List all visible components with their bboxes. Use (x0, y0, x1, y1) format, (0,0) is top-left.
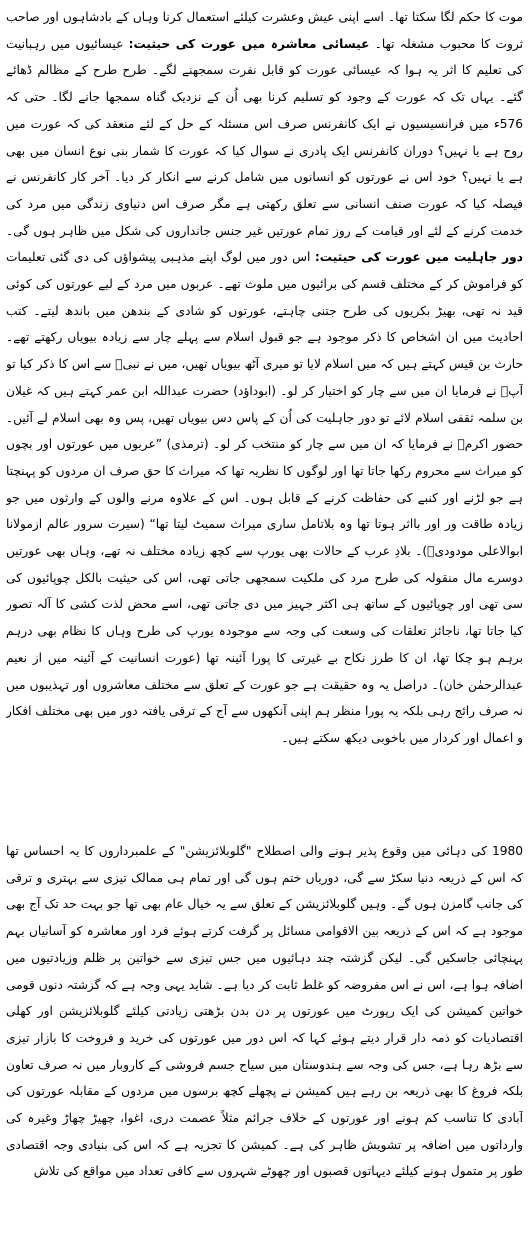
paragraph-text: 1980 کی دہائی میں وقوع پذیر ہونے والی اصطلاح "گلوبلائزیشن" کے علمبرداروں کا یہ احساس تھا کہ اس کے ذریعہ دنیا سکڑ سے گی، دوریاں ختم ہوں گی اور تمام ہی ممالک تیزی سے بہتری و ترقی کی جانب گامزن ہوں گے۔ وہیں گلوبلائزیشن کے تعلق سے یہ خیال عام بھی تھا جو بہت حد تک آج بھی موجود ہے کہ اس کے ذریعہ بین الاقوامی مسائل پر گرفت کرتے ہوئے فرد اور معاشرہ کو آسانیاں بہم پہنچائی جاسکیں گی۔ لیکن گزشتہ چند دہائیوں میں جس تیزی سے خواتین پر ظلم وزیادتیوں میں اضافہ ہوا ہے، اس نے اس مفروضہ کو غلط ثابت کر دیا ہے۔ شاید یہی وجہ ہے کہ گزشتہ دنوں قومی خواتین کمیشن کی ایک رپورٹ میں عورتوں پر دن بدن بڑھتی زیادتی کیلئے گلوبلائزیشن اور کھلی اقتصادیات کو ذمہ دار قرار دیتے ہوئے کہا کہ اس دور میں عورتوں کی خرید و فروخت کا بازار تیزی سے بڑھ رہا ہے، جس کی وجہ سے ہندوستان میں سیاح جسم فروشی کے کاروبار میں نہ صرف تعاون بلکہ فروغ کا بھی ذریعہ بن رہے ہیں کمیشن نے پچھلے کچھ برسوں میں مردوں کے مقابلہ عورتوں کی آبادی کا تناسب کم ہونے اور عورتوں کے خلاف جرائم مثلاً عصمت دری، اغوا، چھیڑ چھاڑ وغیرہ کی وارداتوں میں اضافہ پر تشویش ظاہر کی ہے۔ کمیشن کا تجزیہ ہے کہ اس کی بنیادی وجہ اقتصادی طور پر متمول ہونے کیلئے دیہاتوں قصبوں اور چھوٹے شہروں سے کافی تعداد میں مواقع کی تلاش (6, 844, 523, 1179)
paragraph-text: موت کا حکم لگا سکتا تھا۔ اسے اپنی عیش وعشرت کیلئے استعمال کرنا وہاں کے بادشاہوں اور صاحب ثروت کا محبوب مشغلہ تھا۔ (6, 10, 523, 51)
paragraph-text: عیسائیوں میں رہبانیت کی تعلیم کا اثر یہ ہوا کہ عیسائی عورت کو قابل نفرت سمجھنے لگے۔ طرح طرح کے مظالم ڈھائے گئے۔ یہاں تک کہ عورت کے وجود کو تسلیم کرنا بھی اُن کے نزدیک گناہ سمجھا جانے لگا۔ حتی کہ 576ء میں فرانسیسیوں نے ایک کانفرنس صرف اس مسئلہ کے حل کے لئے منعقد کی کہ عورت میں روح ہے یا نہیں؟ دوران کانفرنس ایک پادری نے سوال کیا کہ عورت کا شمار بنی نوع انسان میں بھی ہے یا نہیں؟ خود اس نے عورتوں کو انسانوں میں شامل کرنے سے انکار کر دیا۔ آخر کار کانفرنس نے فیصلہ کیا کہ عورت صنف انسانی سے تعلق رکھتی ہے مگر صرف اس دنیاوی زندگی میں مرد کی خدمت کرنے کے لئے اور قیامت کے روز تمام عورتیں غیر جنس جانداروں کی شکل میں ظاہر ہوں گی۔ (6, 36, 523, 238)
paragraph-globalization (6, 838, 523, 1258)
paragraph-women-status-history (6, 4, 523, 812)
paragraph-text: اس دور میں لوگ اپنے مذہبی پیشواؤں کی دی گئی تعلیمات کو فراموش کر کے مختلف قسم کی برائیوں میں ملوث تھے۔ عربوں میں مرد کے لیے عورتوں کی کوئی قید نہ تھی، بھیڑ بکریوں کی طرح جتنی چاہتے، عورتوں کو شادی کے بندھن میں باندھ لیتے۔ کتب احادیث میں ان اشخاص کا ذکر موجود ہے جو قبول اسلام سے پہلے چار سے زیادہ بیویاں رکھتے تھے۔ حارث بن قیس کہتے ہیں کہ میں اسلام لایا تو میری آٹھ بیویاں تھیں، میں نے نبیؐ سے اس کا ذکر کیا تو آپؐ نے فرمایا ان میں سے چار کو اختیار کر لو۔ (ابوداؤد) حضرت عبداللہ ابن عمر کہتے ہیں کہ غیلان بن سلمہ ثقفی اسلام لائے تو دور جاہلیت کی اُن کے پاس دس بیویاں تھیں، پس وہ بھی اسلام لے آئیں۔ حضور اکرمؐ نے فرمایا کہ ان میں سے چار کو منتخب کر لو۔ (ترمذی) ”عربوں میں عورتوں اور بچوں کو میراث سے محروم رکھا جاتا تھا اور لوگوں کا نظریہ تھا کہ میراث کا حق صرف ان مردوں کو پہنچتا ہے جو لڑنے اور کنبے کی حفاظت کرنے کے قابل ہوں۔ اس کے علاوہ مرنے والوں کے وارثوں میں جو زیادہ طاقت ور اور بااثر ہوتا تھا وہ بلاتامل ساری میراث سمیٹ لیتا تھا“ (سیرت سرور عالم ازمولانا ابوالاعلی مودودیؒ)۔ بلادِ عرب کے حالات بھی یورپ سے کچھ زیادہ مختلف نہ تھے، وہاں بھی عورتیں دوسرے مال منقولہ کی طرح مرد کی ملکیت سمجھی جاتی تھی، اس کی حیثیت بالکل چوپائیوں کی سی تھی اور چوپائیوں کے ساتھ ہی اکثر جہیز میں دی جاتی تھی، اسے محض لذت کشی کا آلہ تصور کیا جاتا تھا، ناجائز تعلقات کی وسعت کی وجہ سے موجودہ یورپ کی طرح وہاں کا نظام بھی درہم برہم ہو چکا تھا، ان کا طرز نکاح بے غیرتی کا پورا آئینہ تھا (عورت انسانیت کے آئینہ میں از نعیم عبدالرحمٰن خان)۔ دراصل یہ وہ حقیقت ہے جو عورت کے تعلق سے مختلف معاشروں اور تہذیبوں میں نہ صرف رائج رہی بلکہ یہ پورا منظر ہم اپنی آنکھوں سے آج کے ترقی یافتہ دور میں بھی مختلف افکار و اعمال اور کردار میں باخوبی دیکھ سکتے ہیں۔ (6, 250, 523, 745)
section-heading-jahiliyya-era: دور جاہلیت میں عورت کی حیثیت: (314, 250, 523, 265)
section-heading-christian-society: عیسائی معاشرہ میں عورت کی حیثیت: (128, 36, 370, 51)
